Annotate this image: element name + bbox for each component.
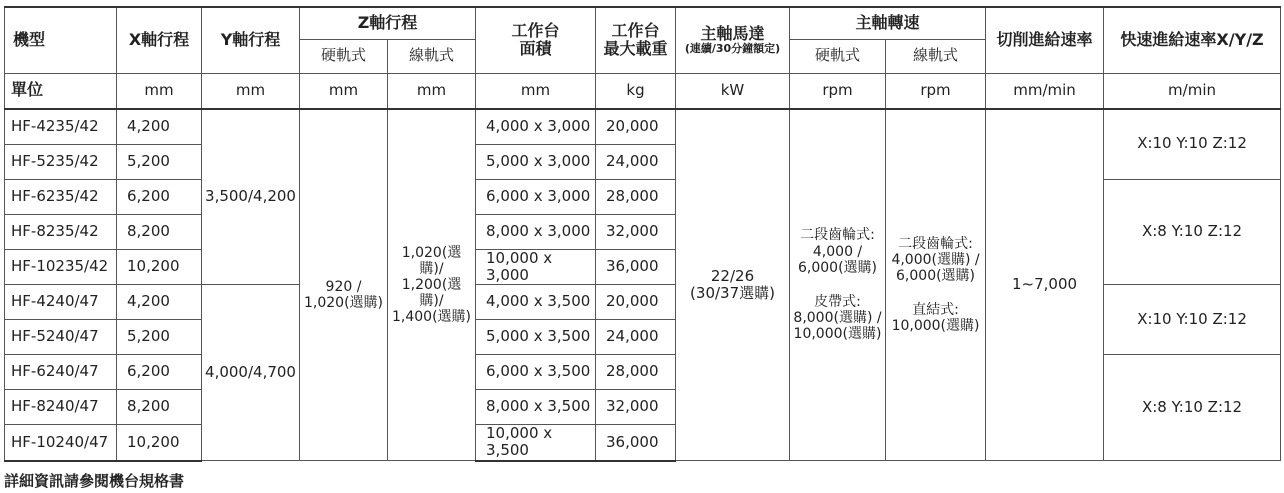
header-spindle-motor [676,7,790,73]
z-hard-line2: 1,020(選購) [303,294,383,311]
table-load-cell: 28,000 [596,179,676,214]
unit-motor: kW [676,73,790,109]
table-row [5,109,1281,145]
table-area-cell: 4,000 x 3,000 [476,109,596,145]
unit-speed-linear: rpm [886,73,986,109]
speed-hard-line6: 10,000(選購) [793,325,882,342]
unit-y: mm [202,73,300,109]
table-area-cell: 6,000 x 3,000 [476,179,596,214]
table-load-cell: 28,000 [596,355,676,390]
table-load-cell: 36,000 [596,249,676,285]
speed-hard-line2: 4,000 / [812,243,863,260]
header-spindle-speed: 主軸轉速 [790,7,986,39]
table-area-cell: 8,000 x 3,500 [476,390,596,425]
model-cell: HF-10235/42 [5,249,117,285]
x-travel-cell: 6,200 [117,179,202,214]
model-cell: HF-4235/42 [5,109,117,145]
z-linear-line2: 1,200(選購)/ [401,276,462,309]
speed-hard-line4: 皮帶式: [814,293,861,310]
table-area-cell: 10,000 x 3,000 [476,249,596,285]
x-travel-cell: 8,200 [117,214,202,249]
header-x-travel: X軸行程 [117,7,202,73]
model-cell: HF-10240/47 [5,425,117,461]
x-travel-cell: 5,200 [117,144,202,179]
table-area-cell: 5,000 x 3,500 [476,320,596,355]
motor-cell [676,109,790,461]
model-cell: HF-5240/47 [5,320,117,355]
unit-z-linear: mm [388,73,476,109]
spacer [792,276,883,294]
motor-line2: (30/37選購) [690,283,775,302]
unit-area: mm [476,73,596,109]
unit-z-hard: mm [300,73,388,109]
table-load-cell: 32,000 [596,214,676,249]
speed-linear-line4: 直結式: [912,301,959,318]
table-area-cell: 6,000 x 3,500 [476,355,596,390]
spacer [888,284,983,302]
rapid-feed-cell-2: X:8 Y:10 Z:12 [1104,179,1281,285]
header-table-area-line2: 面積 [519,39,552,59]
header-model: 機型 [5,7,117,73]
speed-linear-line2: 4,000(選購) / [891,251,980,268]
table-load-cell: 36,000 [596,425,676,461]
z-linear-cell [388,109,476,461]
x-travel-cell: 6,200 [117,355,202,390]
z-linear-line3: 1,400(選購) [392,308,472,325]
header-rapid-feed: 快速進給速率X/Y/Z [1104,7,1281,73]
speed-linear-line5: 10,000(選購) [891,317,980,334]
unit-cutting: mm/min [986,73,1104,109]
header-spindle-motor-line1: 主軸馬達 [700,23,765,43]
unit-rapid: m/min [1104,73,1281,109]
y-travel-group-2: 4,000/4,700 [202,285,300,461]
table-area-cell: 8,000 x 3,000 [476,214,596,249]
spec-table [4,6,1281,462]
model-cell: HF-6235/42 [5,179,117,214]
header-cutting-feed: 切削進給速率 [986,7,1104,73]
unit-speed-hard: rpm [790,73,886,109]
unit-x: mm [117,73,202,109]
speed-linear-line3: 6,000(選購) [896,267,976,284]
rapid-feed-cell-1: X:10 Y:10 Z:12 [1104,109,1281,180]
header-y-travel: Y軸行程 [202,7,300,73]
header-z-linear: 線軌式 [388,39,476,73]
header-table-area [476,7,596,73]
header-speed-hard: 硬軌式 [790,39,886,73]
table-area-cell: 10,000 x 3,500 [476,425,596,461]
x-travel-cell: 5,200 [117,320,202,355]
z-hard-line1: 920 / [325,278,362,295]
rapid-feed-cell-3: X:10 Y:10 Z:12 [1104,285,1281,355]
z-hard-cell [300,109,388,461]
header-table-load-line2: 最大載重 [603,39,668,59]
unit-label: 單位 [5,73,117,109]
speed-linear-line1: 二段齒輪式: [898,235,973,252]
model-cell: HF-5235/42 [5,144,117,179]
header-table-load [596,7,676,73]
speed-linear-cell [886,109,986,461]
x-travel-cell: 4,200 [117,109,202,145]
speed-hard-line5: 8,000(選購) / [793,309,882,326]
speed-hard-line1: 二段齒輪式: [800,227,875,244]
header-table-area-line1: 工作台 [511,20,560,40]
x-travel-cell: 10,200 [117,425,202,461]
unit-row [5,73,1281,109]
model-cell: HF-6240/47 [5,355,117,390]
header-speed-linear: 線軌式 [886,39,986,73]
x-travel-cell: 8,200 [117,390,202,425]
model-cell: HF-8235/42 [5,214,117,249]
table-load-cell: 24,000 [596,144,676,179]
speed-hard-cell [790,109,886,461]
model-cell: HF-4240/47 [5,285,117,320]
cutting-feed-cell: 1~7,000 [986,109,1104,461]
header-z-hard: 硬軌式 [300,39,388,73]
table-load-cell: 32,000 [596,390,676,425]
table-load-cell: 24,000 [596,320,676,355]
table-load-cell: 20,000 [596,109,676,145]
table-area-cell: 5,000 x 3,000 [476,144,596,179]
x-travel-cell: 10,200 [117,249,202,285]
table-load-cell: 20,000 [596,285,676,320]
header-z-travel: Z軸行程 [300,7,476,39]
model-cell: HF-8240/47 [5,390,117,425]
z-linear-line1: 1,020(選購)/ [401,244,462,277]
header-table-load-line1: 工作台 [611,20,660,40]
x-travel-cell: 4,200 [117,285,202,320]
unit-load: kg [596,73,676,109]
table-area-cell: 4,000 x 3,500 [476,285,596,320]
speed-hard-line3: 6,000(選購) [798,259,878,276]
header-spindle-motor-line2: (連續/30分鐘額定) [684,42,781,56]
footnote: 詳細資訊請參閱機台規格書 [4,472,185,490]
motor-line1: 22/26 [710,266,755,285]
y-travel-group-1: 3,500/4,200 [202,109,300,285]
rapid-feed-cell-4: X:8 Y:10 Z:12 [1104,355,1281,461]
